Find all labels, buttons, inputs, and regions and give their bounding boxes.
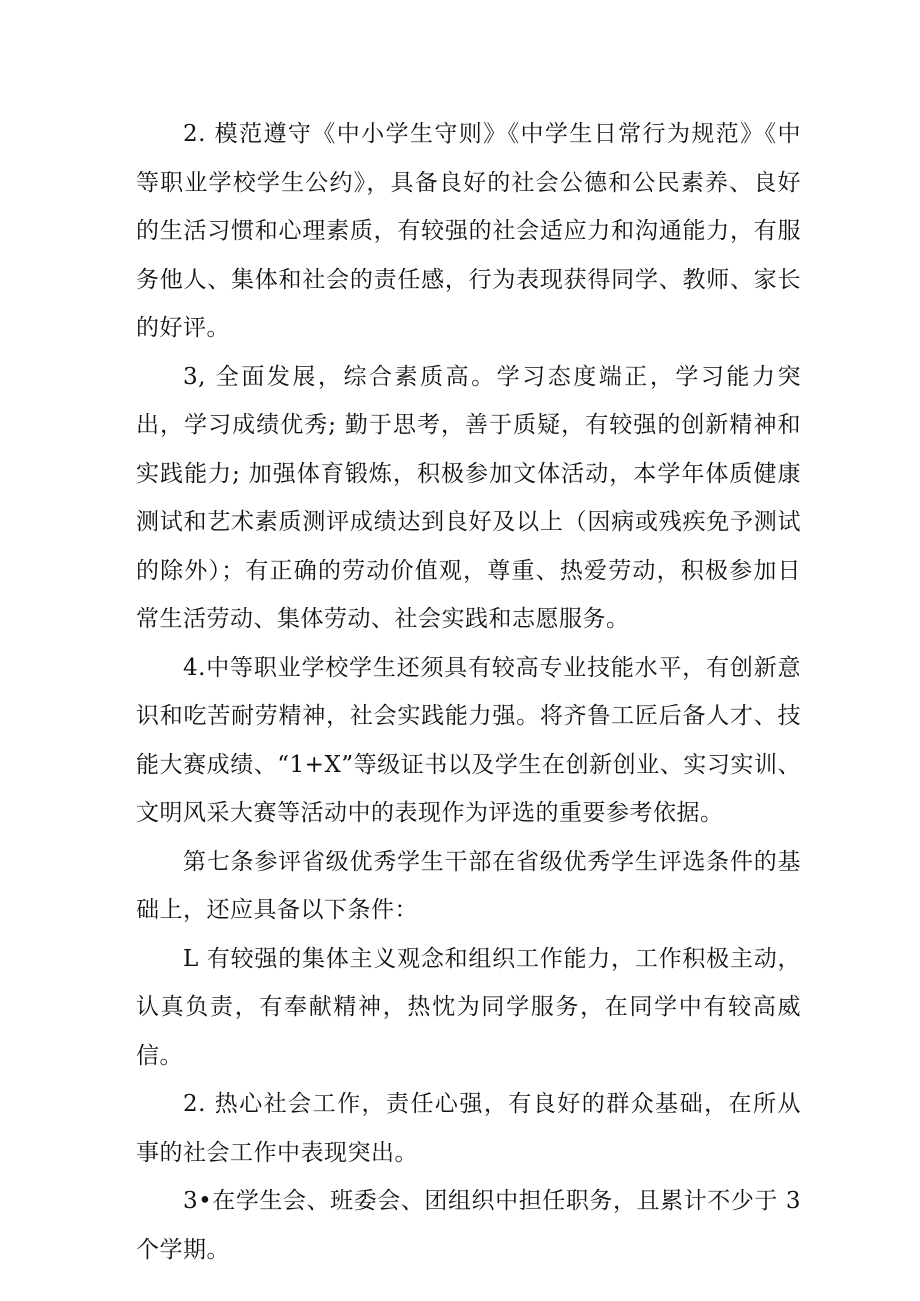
paragraph-cadre-1: L 有较强的集体主义观念和组织工作能力，工作积极主动，认真负责，有奉献精神，热忱为同学服务，在同学中有较高威信。 [136,945,801,1069]
paragraph-article-7: 第七条参评省级优秀学生干部在省级优秀学生评选条件的基础上，还应具备以下条件： [136,848,801,923]
paragraph-criteria-4: 4.中等职业学校学生还须具有较高专业技能水平，有创新意识和吃苦耐劳精神，社会实践能力强。将齐鲁工匠后备人才、技能大赛成绩、“1+X”等级证书以及学生在创新创业、实习实训、文明风采大赛等活动中的表现作为评选的重要参考依据。 [136,654,801,826]
document-body [136,110,801,1274]
paragraph-criteria-2: 2. 模范遵守《中小学生守则》《中学生日常行为规范》《中等职业学校学生公约》，具备良好的社会公德和公民素养、良好的生活习惯和心理素质，有较强的社会适应力和沟通能力，有服务他人、集体和社会的责任感，行为表现获得同学、教师、家长的好评。 [136,121,801,341]
paragraph-cadre-2: 2. 热心社会工作，责任心强，有良好的群众基础，在所从事的社会工作中表现突出。 [136,1091,801,1166]
paragraph-criteria-3: 3, 全面发展，综合素质高。学习态度端正，学习能力突出，学习成绩优秀; 勤于思考，善于质疑，有较强的创新精神和实践能力; 加强体育锻炼，积极参加文体活动，本学年体质健康测试和艺术素质测评成绩达到良好及以上（因病或残疾免予测试的除外）；有正确的劳动价值观，尊重、热爱劳动，积极参加日常生活劳动、集体劳动、社会实践和志愿服务。 [136,363,801,632]
paragraph-cadre-3: 3•在学生会、班委会、团组织中担任职务，且累计不少于 3 个学期。 [136,1188,801,1263]
